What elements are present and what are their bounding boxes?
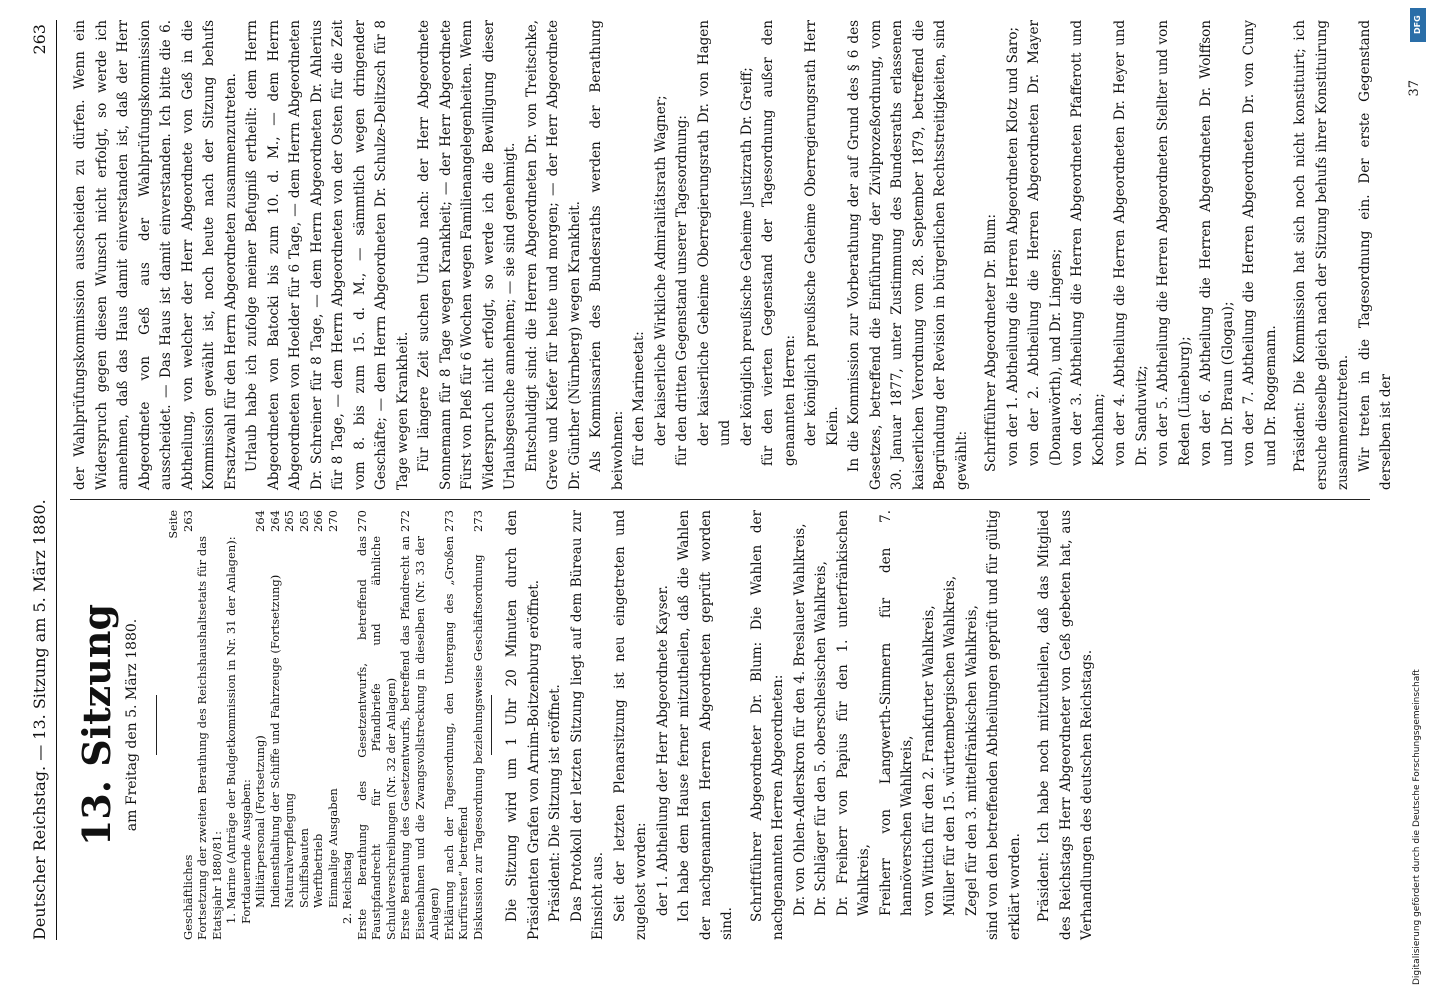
toc-entry [181,510,196,940]
paragraph: Schriftführer Abgeordneter Dr. Blum: [983,213,999,472]
dfg-logo: DFG [1410,8,1426,42]
session-date: am Freitag den 5. März 1880. [124,618,140,832]
list-item: Dr. Freiherr von Papius für den 1. unterfränkischen Wahlkreis, [834,510,872,916]
toc-entry-title: 1. Marine (Anträge der Budgetkommission in Nr. 31 der Anlagen): [224,536,238,924]
paragraph: Urlaub habe ich zufolge meiner Befugniß ertheilt: dem Herrn Abgeordneten von Batocki bis zum 10. d. M., — dem Herrn Abgeordneten von Hoelder für 6 Tage, — dem Herrn Abgeordneten Dr. Schreiner für 8 Tage, — dem Herrn Abgeordneten Dr. Ahlerius für 8 Tage, — dem Herrn Abgeordneten von der Osten für die Zeit vom 8. bis zum 15. d. M., — sämmtlich wegen dringender Geschäfte; — dem Herrn Abgeordneten Dr. Schulze-Delitzsch für 8 Tage wegen Krankheit. [244,20,411,490]
paragraph: Präsident: Die Sitzung ist eröffnet. [547,684,563,922]
list-item: der kaiserliche Geheime Oberregierungsrath Dr. von Hagen und [695,20,733,446]
list-item: von der 1. Abtheilung die Herren Abgeordneten Klotz und Saro; [1004,26,1021,466]
toc-entry-title: 2. Reichstag [340,851,354,924]
toc-entry [239,510,254,940]
list-item: der kaiserliche Wirkliche Admiralitätsrath Wagner; [652,95,669,446]
toc-entry-page: 263 [180,510,195,532]
list-item: für den dritten Gegenstand unserer Tagesordnung: [674,115,690,466]
toc-entry-page [340,510,355,536]
title-rule [156,695,157,755]
toc-entry-title: Geschäftliches [180,854,195,940]
toc-entry [442,510,471,940]
toc-entry-title: Werftbetrieb [311,833,325,908]
toc-entry [297,510,312,940]
paragraph: Als Kommissarien des Bundesraths werden der Berathung beiwohnen: [588,20,626,490]
paragraph: In die Kommission zur Vorberathung der auf Grund des § 6 des Gesetzes, betreffend die Einführung der Zivilprozeßordnung, vom 30. Januar 1877, unter Zustimmung des Bundesraths erlassenen kaiserlichen Verordnung vom 28. September 1879, betreffend die Begründung der Revision in bürgerlichen Rechtsstreitigkeiten, sind gewählt: [846,20,970,490]
signature-mark: 37 [1406,80,1422,97]
toc-entry [398,510,442,940]
table-of-contents [181,510,486,940]
list-item: von der 7. Abtheilung die Herren Abgeordneten Dr. von Cuny und Dr. Roggemann. [1241,20,1279,466]
list-item: Freiherr von Langwerth-Simmern für den 7. hannöverschen Wahlkreis, [877,510,915,916]
toc-entry-page: 272 [398,510,412,532]
toc-entry [355,510,399,940]
toc-entry-page: 264 [253,510,267,532]
toc-entry-title: Fortsetzung der zweiten Berathung des Reichshaushaltsetats für das Etatsjahr 1880/81: [195,536,224,940]
right-column [70,20,1425,490]
running-head-title: Deutscher Reichstag. — 13. Sitzung am 5. März 1880. [30,499,49,940]
toc-entry [471,510,486,940]
list-item: der königlich preußische Geheime Justizrath Dr. Greiff; [738,67,755,446]
paragraph: Für längere Zeit suchen Urlaub nach: der Herr Abgeordnete Sonnemann für 8 Tage wegen Krankheit; — der Herr Abgeordnete Fürst von Pleß für 6 Wochen wegen Familienangelegenheiten. Wenn Widerspruch nicht erfolgt, so werde ich die Bewilligung dieser Urlaubsgesuche annehmen; — sie sind genehmigt. [416,20,518,490]
toc-entry-title: Erste Berathung des Gesetzentwurfs, betreffend das Faustpfandrecht für Pfandbriefe und ähnliche Schuldverschreibungen (Nr. 32 der Anlagen) [354,536,398,940]
toc-entry-page [224,510,239,536]
paragraph: sind von den betreffenden Abtheilungen geprüft und für gültig erklärt worden. [985,510,1023,940]
toc-entry [268,510,283,940]
paragraph: Die Sitzung wird um 1 Uhr 20 Minuten durch den Präsidenten Grafen von Arnim-Boitzenburg eröffnet. [504,510,542,940]
list-item: für den vierten Gegenstand der Tagesordnung außer den genannten Herren: [760,20,798,466]
list-item: Müller für den 15. württembergischen Wahlkreis, [942,575,958,916]
list-item: Dr. von Ohlen-Adlerskron für den 4. Breslauer Wahlkreis, [791,523,808,916]
paragraph: Seit der letzten Plenarsitzung ist neu eingetreten und zugelost worden: [611,510,649,940]
toc-entry-page: 273 [470,510,485,532]
toc-entry-page: 265 [282,510,296,532]
list-item: für den Marineetat: [631,331,647,466]
toc-entry-page [239,510,254,536]
paragraph: Entschuldigt sind: die Herren Abgeordneten Dr. von Treitschke, Greve und Kiefer für heute und morgen; — der Herr Abgeordnete Dr. Günther (Nürnberg) wegen Krankheit. [523,20,583,490]
list-item: von Wittich für den 2. Frankfurter Wahlkreis, [920,605,937,916]
session-title: 13. Sitzung [74,603,119,847]
digitization-credit-text: Digitalisierung gefördert durch die Deutsche Forschungsgemeinschaft [1412,669,1422,985]
running-head [20,20,57,940]
list-item: von der 4. Abtheilung die Herren Abgeordneten Dr. Heyer und Dr. Sanduwitz; [1112,20,1150,466]
list-item: der königlich preußische Geheime Oberregierungsrath Herr Klein. [803,20,841,446]
digitization-credit [1406,0,1430,1000]
paragraph: Ich habe dem Hause ferner mitzutheilen, daß die Wahlen der nachgenannten Herren Abgeordneten geprüft worden sind. [676,510,735,940]
toc-entry-page [195,510,224,536]
toc-entry-title: Indiensthaltung der Schiffe und Fahrzeuge (Fortsetzung) [267,574,282,908]
paragraph: Präsident: Die Kommission hat sich noch nicht konstituirt; ich ersuche dieselbe gleich nach der Sitzung behufs ihrer Konstituirung zusammenzutreten. [1292,20,1351,490]
list-item: Dr. Schläger für den 5. oberschlesischen Wahlkreis, [813,561,829,916]
toc-entry [340,510,355,940]
toc-entry [311,510,326,940]
left-column [70,510,1099,940]
toc-entry [195,510,224,940]
paragraph: Schriftführer Abgeordneter Dr. Blum: Die Wahlen der nachgenannten Herren Abgeordneten: [748,510,786,940]
toc-rule [491,695,492,755]
toc-seite-label: Seite [166,510,180,539]
list-item: von der 6. Abtheilung die Herren Abgeordneten Dr. Wolffson und Dr. Braun (Glogau); [1198,20,1236,466]
list-item: von der 3. Abtheilung die Herren Abgeordneten Pfafferott und Kochhann; [1069,20,1107,466]
toc-entry [224,510,239,940]
toc-entry-title: Erste Berathung des Gesetzentwurfs, betreffend das Pfandrecht an Eisenbahnen und die Zwangsvollstreckung in dieselben (Nr. 33 der Anlagen) [398,536,441,940]
toc-entry-page: 264 [267,510,282,532]
column-divider [70,499,1370,500]
paragraph: der Wahlprüfungskommission ausscheiden zu dürfen. Wenn ein Widerspruch gegen diesen Wunsch nicht erfolgt, so werde ich annehmen, daß das Haus damit einverstanden ist, daß der Herr Abgeordnete von Geß aus der Wahlprüfungskommission ausscheidet. — Das Haus ist damit einverstanden. Ich bitte die 6. Abtheilung, von welcher der Herr Abgeordnete von Geß in die Kommission gewählt ist, noch heute nach der Sitzung behufs Ersatzwahl für den Herrn Abgeordneten zusammenzutreten. [72,20,239,490]
list-item: von der 5. Abtheilung die Herren Abgeordneten Stellter und von Reden (Lüneburg); [1155,20,1193,466]
list-item: Zegel für den 3. mittelfränkischen Wahlkreis, [963,605,980,916]
paragraph: Präsident: Ich habe noch mitzutheilen, daß das Mitglied des Reichstags Herr Abgeordneter von Geß gebeten hat, aus Verhandlungen des deutschen Reichstags. [1036,510,1095,940]
page-number: 263 [30,24,49,55]
toc-entry-title: Fortdauernde Ausgaben: [238,779,253,924]
list-item: von der 2. Abtheilung die Herren Abgeordneten Dr. Mayer (Donauwörth), und Dr. Lingens; [1026,20,1064,466]
paragraph: Das Protokoll der letzten Sitzung liegt auf dem Büreau zur Einsicht aus. [568,510,606,940]
toc-entry [282,510,297,940]
toc-entry-title: Einmalige Ausgaben [325,788,340,908]
toc-entry-page: 273 [441,510,456,532]
toc-entry-title: Naturalverpflegung [282,792,296,908]
toc-entry-title: Erklärung nach der Tagesordnung, den Untergang des „Großen Kurfürsten“ betreffend [441,536,470,940]
toc-entry-page: 270 [325,510,340,532]
toc-entry [253,510,268,940]
toc-entry-page: 265 [296,510,311,532]
toc-entry-title: Schiffsbauten [296,828,311,908]
list-item: der 1. Abtheilung der Herr Abgeordnete Kayser. [654,585,671,916]
toc-entry-page: 266 [311,510,325,532]
toc-entry [326,510,341,940]
toc-entry-page: 270 [354,510,369,532]
toc-entry-title: Militärpersonal (Fortsetzung) [253,735,267,908]
paragraph: Wir treten in die Tagesordnung ein. Der erste Gegenstand derselben ist der [1356,20,1394,490]
toc-entry-title: Diskussion zur Tagesordnung beziehungsweise Geschäftsordnung [470,554,485,940]
